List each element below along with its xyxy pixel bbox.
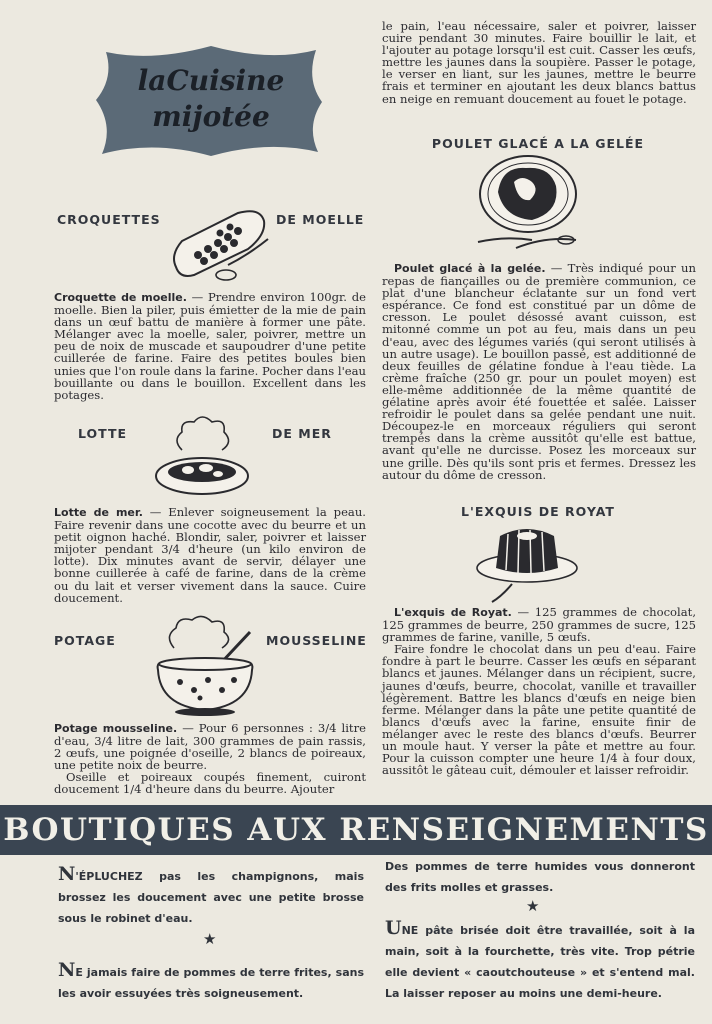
poulet-recipe (382, 262, 696, 481)
banner-shape (92, 40, 330, 160)
tip-pate-brisee-text: NE pâte brisée doit être travaillée, soit à la main, soit à la fourchette, très vite. Trop pétrie elle devient « caoutchouteuse » et s'entend mal. La laisser reposer au moins une demi-heure. (385, 924, 695, 1000)
tip-champignons (58, 864, 364, 929)
poulet-illustration (476, 152, 580, 256)
poulet-heading: POULET GLACÉ A LA GELÉE (431, 136, 645, 151)
tip-frites (58, 960, 364, 1004)
tip-champignons-initial: N (58, 863, 76, 885)
potage-continued: le pain, l'eau nécessaire, saler et poivrer, laisser cuire pendant 30 minutes. Faire bouillir le lait, et l'ajouter au potage lorsqu'il est cuit. Casser les œufs, mettre les jaunes dans la soupière. Passer le potage, le verser en liant, sur les jaunes, mettre le beurre frais et terminer en ajoutant les deux blancs battus en neige en remuant doucement au fouet le potage. (382, 19, 696, 106)
croquettes-illustration (168, 205, 274, 285)
tip-pate-brisee-initial: U (385, 917, 402, 939)
croquettes-recipe (54, 291, 366, 401)
lotte-recipe (54, 506, 366, 604)
lotte-illustration (152, 412, 252, 502)
lotte-heading-right: DE MER (272, 426, 332, 441)
poulet-text: — Très indiqué pour un repas de fiançailles ou de première communion, ce plat d'une blancheur éclatante sur un fond vert espérance. Ce fond est constitué par un dôme de cresson. Le poulet désossé avant cuisson, est mitonné comme un pot au feu, mais dans un peu d'eau, avec des légumes variés (qui seront utilisés à un autre usage). Le bouillon passé, est additionné de deux feuilles de gélatine fondue à l'eau tiède. La crème fraîche (250 gr. pour un poulet moyen) est elle-même additionnée de la même quantité de gélatine après avoir été fouettée et salée. Laisser refroidir le poulet dans sa gelée pendant une nuit. Découpez-le en morceaux réguliers qui seront trempés dans la crème aussitôt qu'elle est battue, avant qu'elle ne durcisse. Posez les morceaux sur une grille. Dès qu'ils sont pris et fermes. Dressez les autour du dôme de cresson. (382, 261, 696, 482)
title-banner (92, 40, 330, 160)
boutiques-title: BOUTIQUES AUX RENSEIGNEMENTS (3, 812, 709, 848)
potage-heading-left: POTAGE (54, 633, 116, 648)
banner-title-line2: mijotée (152, 100, 270, 133)
croquettes-text: — Prendre environ 100gr. de moelle. Bien la piler, puis émietter de la mie de pain dans un œuf battu de manière à former une pâte. Mélanger avec la moelle, saler, poivrer, mettre un peu de noix de muscade et saupoudrer d'une petite cuillerée de farine. Faire des petites boules bien unies que l'on roule dans la farine. Pocher dans l'eau bouillante ou dans le bouillon. Excellent dans les potages. (54, 290, 366, 402)
royat-text-2: Faire fondre le chocolat dans un peu d'eau. Faire fondre à part le beurre. Casser les œufs en séparant blancs et jaunes. Mélanger dans un récipient, sucre, jaunes d'œufs, beurre, chocolat, vanille et travailler légèrement. Battre les blancs d'œufs en neige bien ferme. Mélanger dans la pâte une petite quantité de blancs d'œufs avec la farine, ensuite finir de mélanger avec le reste des blancs d'œufs. Beurrer un moule haut. Y verser la pâte et mettre au four. Pour la cuisson compter une heure 1/4 à four doux, aussitôt le gâteau cuit, démouler et laisser refroidir. (382, 642, 696, 778)
star-separator-right: ★ (526, 897, 540, 915)
lotte-heading-left: LOTTE (78, 426, 128, 441)
banner-title-line1: laCuisine (137, 64, 285, 97)
tip-frites-text: E jamais faire de pommes de terre frites, sans les avoir essuyées très soigneusement. (58, 966, 364, 1000)
poulet-lead: Poulet glacé à la gelée. (394, 262, 546, 275)
royat-recipe (382, 606, 696, 776)
royat-lead: L'exquis de Royat. (394, 606, 512, 619)
croquettes-heading-left: CROQUETTES (57, 212, 161, 227)
potage-lead: Potage mousseline. (54, 722, 178, 735)
potage-text: — Pour 6 personnes : 3/4 litre d'eau, 3/4 litre de lait, 300 grammes de pain rassis, 2 œufs, une poignée d'oseille, 2 blancs de poireaux, une petite noix de beurre. (54, 721, 366, 773)
tip-champignons-text: 'ÉPLUCHEZ pas les champignons, mais brossez les doucement avec une petite brosse sous le robinet d'eau. (58, 870, 364, 925)
royat-text: — 125 grammes de chocolat, 125 grammes de beurre, 250 grammes de sucre, 125 grammes de farine, vanille, 5 œufs. (382, 605, 697, 645)
royat-illustration (472, 518, 582, 604)
potage-recipe (54, 722, 366, 796)
potage-illustration (150, 614, 260, 718)
lotte-lead: Lotte de mer. (54, 506, 143, 519)
potage-heading-right: MOUSSELINE (266, 633, 367, 648)
potage-text-2: Oseille et poireaux coupés finement, cuiront doucement 1/4 d'heure dans du beurre. Ajouter (54, 770, 366, 797)
croquettes-heading-right: DE MOELLE (276, 212, 365, 227)
star-separator-left: ★ (203, 930, 217, 948)
royat-heading: L'EXQUIS DE ROYAT (461, 504, 615, 519)
lotte-text: — Enlever soigneusement la peau. Faire revenir dans une cocotte avec du beurre et un petit oignon haché. Blondir, saler, poivrer et laisser mijoter pendant 3/4 d'heure (un kilo environ de lotte). Dix minutes avant de servir, délayer une bonne cuillerée à café de farine, dans de la crème ou du lait et verser vivement dans la sauce. Cuire doucement. (54, 505, 366, 605)
tip-pommes-humides: Des pommes de terre humides vous donneront des frits molles et grasses. (385, 860, 695, 894)
tip-frites-initial: N (58, 959, 76, 981)
tip-pate-brisee (385, 918, 695, 1004)
croquettes-lead: Croquette de moelle. (54, 291, 187, 304)
